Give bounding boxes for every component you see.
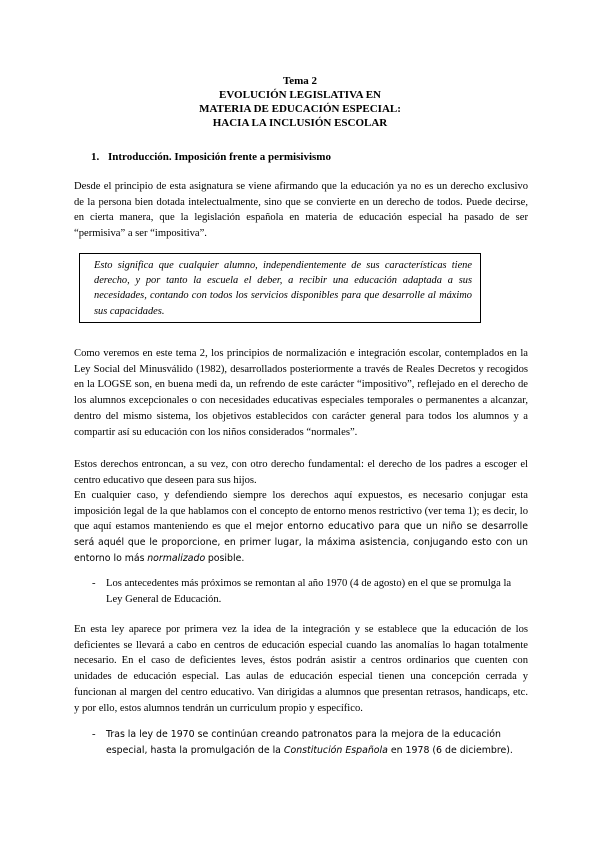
list-item [92, 576, 528, 607]
list-item-text: Los antecedentes más próximos se remontan al año 1970 (4 de agosto) en el que se promulga la Ley General de Educación. [106, 578, 512, 605]
section-heading [91, 151, 331, 163]
list-item-text-end: en 1978 (6 de diciembre). [390, 744, 513, 756]
constitution-term: Constitución Española [283, 744, 388, 756]
environment-end: posible. [207, 552, 245, 564]
environment-emphasis: mejor entorno educativo para que un niño se desarrolle será aquél que le proporcione, en primer lugar, la máxima asistencia, conjugando esto con un entorno lo más [74, 521, 528, 564]
list-dash: - [92, 729, 96, 740]
list-dash: - [92, 578, 96, 589]
paragraph-rights: Estos derechos entroncan, a su vez, con otro derecho fundamental: el derecho de los padres a escoger el centro educativo que deseen para sus hijos. [74, 459, 528, 486]
paragraph-intro: Desde el principio de esta asignatura se viene afirmando que la educación ya no es un derecho exclusivo de la persona bien dotada intelectualmente, sino que se convierte en un derecho de todos. Puede decirse, en cierta manera, que la legislación española en materia de educación especial ha pasado de ser “permisiva” a ser “impositiva”. [74, 181, 528, 240]
paragraph-environment [74, 488, 528, 567]
list-item-text-start: Tras la ley de 1970 se continúan creando patronatos para la mejora de la educación especial, hasta la promulgación de la [106, 729, 501, 756]
quote-box: Esto significa que cualquier alumno, independientemente de sus características tiene derecho, y por tanto la escuela el deber, a recibir una educación adaptada a sus necesidades, contando con todos los servicios disponibles para que desarrolle al máximo sus capacidades. [79, 253, 481, 323]
normalized-term: normalizado [147, 552, 206, 564]
title-line-2: MATERIA DE EDUCACIÓN ESPECIAL: [199, 103, 401, 115]
section-title: Introducción. Imposición frente a permisivismo [108, 151, 331, 163]
title-line-1: EVOLUCIÓN LEGISLATIVA EN [219, 89, 381, 101]
topic-label: Tema 2 [282, 75, 318, 87]
paragraph-principles: Como veremos en este tema 2, los principios de normalización e integración escolar, contemplados en la Ley Social del Minusválido (1982), desarrollados posteriormente a través de Reales Decretos y recogidos en la LOGSE son, en buena medi da, un refrendo de este carácter “impositivo”, reflejado en el derecho de los alumnos excepcionales o con necesidades educativas especiales temporales o permanentes a alcanzar, dentro del mismo sistema, los objetivos establecidos con carácter general para todos los alumnos y a compartir así su educación con los niños considerados “normales”. [74, 348, 528, 438]
list-item [92, 727, 528, 758]
paragraph-law-1970: En esta ley aparece por primera vez la idea de la integración y se establece que la educación de los deficientes se llevará a cabo en centros de educación especial cuando las anomalías lo hagan totalmente necesario. En el caso de deficientes leves, éstos podrán asistir a centros ordinarios que cuenten con unidades de educación especial. Las aulas de educación especial tienen una concepción cerrada y funcionan al margen del centro educativo. Van dirigidas a alumnos que presentan retrasos, handicaps, etc. y por ello, estos alumnos tendrán un curriculum propio y específico. [74, 624, 528, 714]
list-item-text [106, 727, 528, 758]
environment-text: En cualquier caso, y defendiendo siempre los derechos aquí expuestos, es necesario conjugar esta imposición legal de la que hablamos con el concepto de entorno menos restrictivo (ver tema 1); es decir, lo que aquí estamos manteniendo es que el [74, 490, 528, 533]
title-line-3: HACIA LA INCLUSIÓN ESCOLAR [212, 117, 388, 129]
section-number: 1. [91, 151, 100, 163]
